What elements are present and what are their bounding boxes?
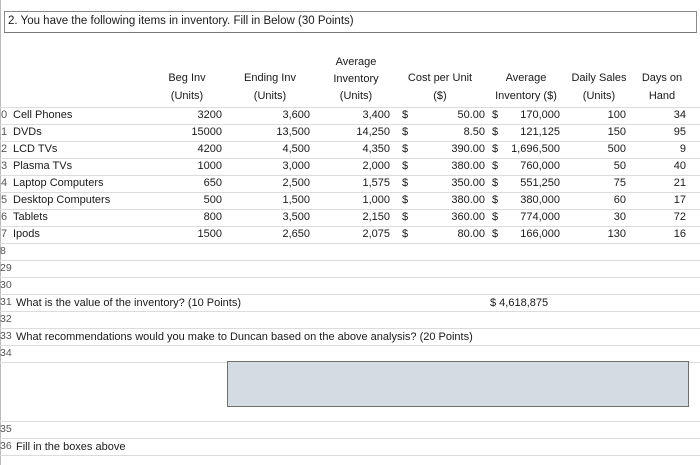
header-avg-usd: Average — [505, 72, 547, 84]
page-title: 2. You have the following items in inventory. Fill in Below (30 Points) — [8, 15, 354, 27]
cost-cell[interactable]: 8.50 — [463, 126, 485, 138]
question-inventory-value: What is the value of the inventory? (10 Points) — [16, 297, 242, 309]
avg-usd-currency: $ — [492, 228, 499, 240]
avg-usd-currency: $ — [492, 126, 499, 138]
avg-usd-cell[interactable]: 760,000 — [520, 160, 560, 172]
header-end-inv-units: (Units) — [253, 90, 287, 102]
item-name[interactable]: Plasma TVs — [13, 160, 73, 172]
days-on-hand-cell[interactable]: 40 — [673, 160, 686, 172]
end-inv-cell[interactable]: 3,500 — [282, 211, 310, 223]
avg-usd-currency: $ — [492, 109, 499, 121]
days-on-hand-cell[interactable]: 34 — [673, 109, 686, 121]
row-gridline — [0, 243, 700, 244]
avg-usd-cell[interactable]: 1,696,500 — [511, 143, 560, 155]
avg-usd-currency: $ — [492, 160, 499, 172]
days-on-hand-cell[interactable]: 17 — [673, 194, 686, 206]
header-daily-sales: Daily Sales — [571, 72, 627, 84]
row-number: 34 — [0, 347, 12, 359]
beg-inv-cell[interactable]: 500 — [203, 194, 222, 206]
days-on-hand-cell[interactable]: 72 — [673, 211, 686, 223]
header-beg-inv-units: (Units) — [170, 90, 204, 102]
row-number: 8 — [0, 245, 6, 257]
row-number: 6 — [1, 211, 8, 223]
daily-sales-cell[interactable]: 50 — [613, 160, 626, 172]
end-inv-cell[interactable]: 4,500 — [282, 143, 310, 155]
cost-currency: $ — [402, 160, 409, 172]
cost-cell[interactable]: 360.00 — [451, 211, 485, 223]
header-end-inv: Ending Inv — [244, 72, 296, 84]
table-row — [0, 108, 700, 124]
row-number: 30 — [0, 279, 12, 291]
item-name[interactable]: Cell Phones — [13, 109, 73, 121]
daily-sales-cell[interactable]: 100 — [607, 109, 626, 121]
row-number: 29 — [0, 262, 12, 274]
avg-usd-cell[interactable]: 170,000 — [520, 109, 560, 121]
avg-inv-cell[interactable]: 2,150 — [362, 211, 390, 223]
item-name[interactable]: DVDs — [13, 126, 42, 138]
item-name[interactable]: Ipods — [13, 228, 40, 240]
avg-usd-cell[interactable]: 380,000 — [520, 194, 560, 206]
row-number: 36 — [0, 440, 12, 452]
avg-inv-cell[interactable]: 2,000 — [362, 160, 390, 172]
item-name[interactable]: Tablets — [13, 211, 48, 223]
daily-sales-cell[interactable]: 150 — [607, 126, 626, 138]
end-inv-cell[interactable]: 3,000 — [282, 160, 310, 172]
row-number: 5 — [1, 194, 8, 206]
cost-cell[interactable]: 80.00 — [457, 228, 485, 240]
avg-usd-cell[interactable]: 166,000 — [520, 228, 560, 240]
beg-inv-cell[interactable]: 3200 — [197, 109, 222, 121]
cost-currency: $ — [402, 211, 409, 223]
cost-cell[interactable]: 350.00 — [451, 177, 485, 189]
beg-inv-cell[interactable]: 1500 — [197, 228, 222, 240]
header-avg-usd-2: Inventory ($) — [495, 90, 557, 102]
end-inv-cell[interactable]: 2,650 — [282, 228, 310, 240]
end-inv-cell[interactable]: 2,500 — [282, 177, 310, 189]
avg-inv-cell[interactable]: 1,000 — [362, 194, 390, 206]
days-on-hand-cell[interactable]: 16 — [673, 228, 686, 240]
table-row — [0, 142, 700, 158]
item-name[interactable]: Laptop Computers — [13, 177, 104, 189]
row-number: 3 — [1, 160, 8, 172]
cost-cell[interactable]: 380.00 — [451, 194, 485, 206]
daily-sales-cell[interactable]: 75 — [613, 177, 626, 189]
row-gridline — [0, 328, 700, 329]
row-number: 1 — [1, 126, 8, 138]
row-number: 32 — [0, 313, 12, 325]
row-gridline — [0, 311, 700, 312]
cost-currency: $ — [402, 109, 409, 121]
end-inv-cell[interactable]: 13,500 — [276, 126, 310, 138]
header-avg-inv: Average — [335, 56, 377, 68]
table-row — [0, 193, 700, 209]
row-number: 2 — [1, 143, 8, 155]
avg-inv-cell[interactable]: 4,350 — [362, 143, 390, 155]
avg-usd-cell[interactable]: 551,250 — [520, 177, 560, 189]
table-row — [0, 176, 700, 192]
row-gridline — [0, 277, 700, 278]
row-gridline — [0, 421, 700, 422]
daily-sales-cell[interactable]: 30 — [613, 211, 626, 223]
cost-currency: $ — [402, 228, 409, 240]
avg-usd-currency: $ — [492, 194, 499, 206]
daily-sales-cell[interactable]: 60 — [613, 194, 626, 206]
header-cost-unit: ($) — [433, 90, 447, 102]
days-on-hand-cell[interactable]: 21 — [673, 177, 686, 189]
header-daily-sales-units: (Units) — [582, 90, 616, 102]
row-gridline — [0, 260, 700, 261]
inventory-value-answer[interactable]: $ 4,618,875 — [490, 297, 549, 309]
avg-usd-cell[interactable]: 774,000 — [520, 211, 560, 223]
avg-usd-currency: $ — [492, 143, 499, 155]
row-number: 33 — [0, 330, 12, 342]
avg-usd-cell[interactable]: 121,125 — [520, 126, 560, 138]
end-inv-cell[interactable]: 3,600 — [282, 109, 310, 121]
daily-sales-cell[interactable]: 130 — [607, 228, 626, 240]
recommendations-answer-box[interactable] — [227, 361, 689, 407]
daily-sales-cell[interactable]: 500 — [607, 143, 626, 155]
table-row — [0, 210, 700, 226]
row-number: 31 — [0, 296, 12, 308]
row-number: 35 — [0, 423, 12, 435]
beg-inv-cell[interactable]: 15000 — [191, 126, 222, 138]
header-avg-inv-units: (Units) — [339, 90, 373, 102]
row-number: 4 — [1, 177, 8, 189]
item-name[interactable]: Desktop Computers — [13, 194, 111, 206]
beg-inv-cell[interactable]: 1000 — [197, 160, 222, 172]
beg-inv-cell[interactable]: 4200 — [197, 143, 222, 155]
question-recommendations: What recommendations would you make to Duncan based on the above analysis? (20 Points) — [16, 331, 473, 343]
row-gridline — [0, 455, 700, 456]
cost-cell[interactable]: 380.00 — [451, 160, 485, 172]
row-gridline — [0, 438, 700, 439]
avg-usd-currency: $ — [492, 211, 499, 223]
cost-currency: $ — [402, 177, 409, 189]
days-on-hand-cell[interactable]: 9 — [679, 143, 686, 155]
avg-inv-cell[interactable]: 2,075 — [362, 228, 390, 240]
row-gridline — [0, 345, 700, 346]
table-row — [0, 227, 700, 243]
cost-currency: $ — [402, 143, 409, 155]
item-name[interactable]: LCD TVs — [13, 143, 58, 155]
header-cost: Cost per Unit — [407, 72, 473, 84]
header-days-on: Days on — [641, 72, 683, 84]
end-inv-cell[interactable]: 1,500 — [282, 194, 310, 206]
avg-inv-cell[interactable]: 1,575 — [362, 177, 390, 189]
beg-inv-cell[interactable]: 650 — [203, 177, 222, 189]
avg-inv-cell[interactable]: 3,400 — [362, 109, 390, 121]
header-days-hand: Hand — [648, 90, 676, 102]
header-avg-inv-2: Inventory — [333, 73, 379, 85]
row-gridline — [0, 294, 700, 295]
table-row — [0, 159, 700, 175]
cost-cell[interactable]: 50.00 — [457, 109, 485, 121]
row-number: 7 — [1, 228, 8, 240]
cost-cell[interactable]: 390.00 — [451, 143, 485, 155]
row-number: 0 — [1, 109, 8, 121]
avg-inv-cell[interactable]: 14,250 — [356, 126, 390, 138]
table-row — [0, 125, 700, 141]
days-on-hand-cell[interactable]: 95 — [673, 126, 686, 138]
cost-currency: $ — [402, 194, 409, 206]
cost-currency: $ — [402, 126, 409, 138]
beg-inv-cell[interactable]: 800 — [203, 211, 222, 223]
avg-usd-currency: $ — [492, 177, 499, 189]
footer-instruction: Fill in the boxes above — [16, 441, 126, 453]
header-beg-inv: Beg Inv — [168, 72, 206, 84]
